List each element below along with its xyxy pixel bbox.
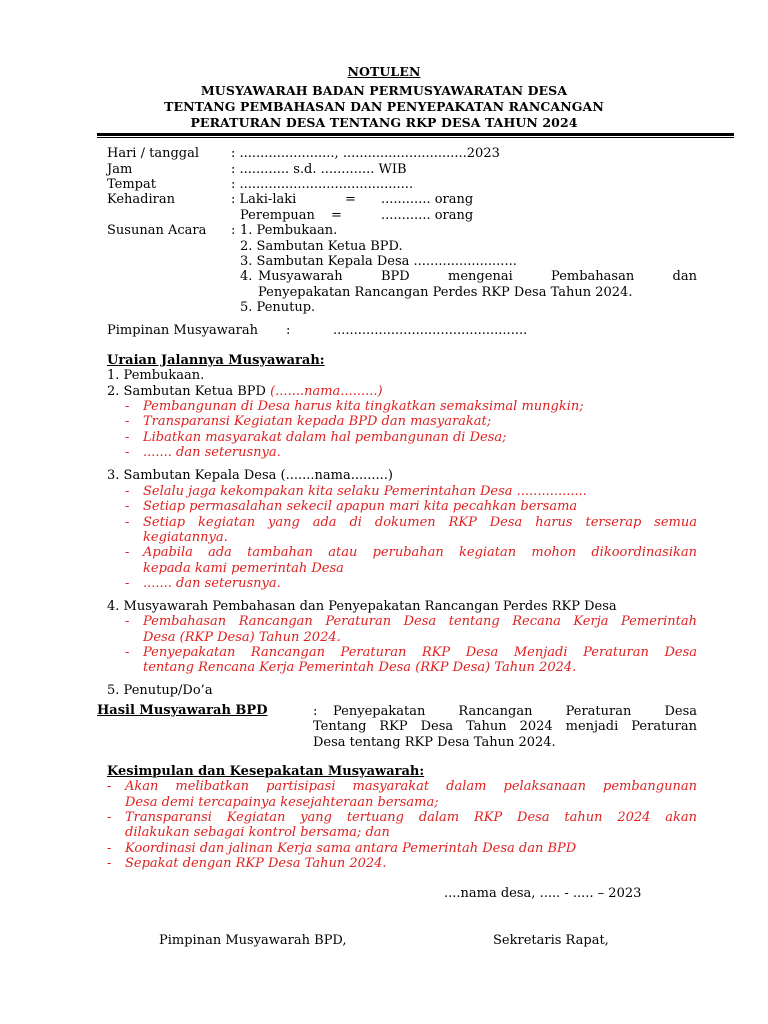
document-title: NOTULEN (347, 64, 421, 79)
agenda-item-2: 2. Sambutan Ketua BPD. (240, 239, 403, 254)
header-divider (97, 133, 734, 136)
place-date: ....nama desa, ..... - ..... – 2023 (444, 886, 642, 901)
kesimpulan-point-1-line-1: Akan melibatkan partisipasi masyarakat dalam pelaksanaan pembangunan (125, 779, 697, 794)
hasil-line-2: Tentang RKP Desa Tahun 2024 menjadi Peraturan (313, 719, 697, 734)
agenda-item-4-line-2: Penyepakatan Rancangan Perdes RKP Desa Tahun 2024. (258, 285, 633, 300)
susunan-colon: : (231, 223, 236, 238)
perempuan-value: ............ orang (381, 208, 474, 223)
signature-right-label: Sekretaris Rapat, (493, 933, 609, 948)
hasil-line-1: Penyepakatan Rancangan Peraturan Desa (333, 704, 697, 719)
jam-value: : ............ s.d. ............. WIB (231, 162, 407, 177)
dash: - (125, 645, 130, 660)
pimpinan-label: Pimpinan Musyawarah (107, 323, 259, 338)
uraian-item-3-point-3-line-1: Setiap kegiatan yang ada di dokumen RKP Desa harus terserap semua (143, 515, 697, 530)
hasil-line-3: Desa tentang RKP Desa Tahun 2024. (313, 735, 556, 750)
uraian-item-3-point-5: ....... dan seterusnya. (143, 576, 281, 591)
dash: - (125, 430, 130, 445)
uraian-item-2-point-3: Libatkan masyarakat dalam hal pembangunan di Desa; (143, 430, 507, 445)
uraian-item-3-point-2: Setiap permasalahan sekecil apapun mari kita pecahkan bersama (143, 499, 578, 514)
dash: - (125, 614, 130, 629)
jam-label: Jam (107, 162, 133, 177)
perempuan-eq: = (331, 208, 342, 223)
uraian-item-4-point-2-line-1: Penyepakatan Rancangan Peraturan RKP Desa Menjadi Peraturan Desa (143, 645, 697, 660)
signature-left-label: Pimpinan Musyawarah BPD, (159, 933, 347, 948)
agenda-item-5: 5. Penutup. (240, 300, 316, 315)
uraian-item-3: 3. Sambutan Kepala Desa (.......nama.........) (107, 468, 393, 483)
hari-label: Hari / tanggal (107, 146, 200, 161)
uraian-item-4-point-1-line-1: Pembahasan Rancangan Peraturan Desa tentang Recana Kerja Pemerintah (143, 614, 697, 629)
kesimpulan-point-1-line-2: Desa demi tercapainya kesejahteraan bersama; (125, 795, 439, 810)
dash: - (107, 810, 112, 825)
agenda-item-4-num: 4. (240, 269, 253, 284)
uraian-item-3-point-1: Selalu jaga kekompakan kita selaku Pemerintahan Desa ................. (143, 484, 587, 499)
dash: - (125, 515, 130, 530)
laki-label: : Laki-laki (231, 192, 297, 207)
dash: - (125, 399, 130, 414)
uraian-item-1: 1. Pembukaan. (107, 368, 205, 383)
dash: - (107, 779, 112, 794)
uraian-item-5: 5. Penutup/Do’a (107, 683, 213, 698)
dash: - (125, 484, 130, 499)
dash: - (125, 545, 130, 560)
dash: - (125, 499, 130, 514)
uraian-item-4-point-2-line-2: tentang Rencana Kerja Pemerintah Desa (RKP Desa) Tahun 2024. (143, 660, 577, 675)
uraian-item-2-point-4: ....... dan seterusnya. (143, 445, 281, 460)
dash: - (125, 414, 130, 429)
header-divider-thin (97, 137, 734, 138)
uraian-item-3-point-3-line-2: kegiatannya. (143, 530, 228, 545)
tempat-label: Tempat (107, 177, 156, 192)
header-line-2: TENTANG PEMBAHASAN DAN PENYEPAKATAN RANCANGAN (164, 99, 604, 114)
laki-eq: = (345, 192, 356, 207)
dash: - (107, 856, 112, 871)
agenda-item-4-line-1: Musyawarah BPD mengenai Pembahasan dan (258, 269, 697, 284)
kesimpulan-point-2-line-1: Transparansi Kegiatan yang tertuang dalam RKP Desa tahun 2024 akan (125, 810, 697, 825)
kesimpulan-point-2-line-2: dilakukan sebagai kontrol bersama; dan (125, 825, 390, 840)
dash: - (125, 576, 130, 591)
kesimpulan-point-4: Sepakat dengan RKP Desa Tahun 2024. (125, 856, 387, 871)
uraian-item-2-label: 2. Sambutan Ketua BPD (107, 384, 266, 399)
agenda-item-3: 3. Sambutan Kepala Desa ......................... (240, 254, 517, 269)
pimpinan-colon: : (286, 323, 291, 338)
tempat-value: : .......................................... (231, 177, 414, 192)
laki-value: ............ orang (381, 192, 474, 207)
uraian-heading: Uraian Jalannya Musyawarah: (107, 353, 325, 368)
uraian-item-4: 4. Musyawarah Pembahasan dan Penyepakatan Rancangan Perdes RKP Desa (107, 599, 617, 614)
hasil-label: Hasil Musyawarah BPD (97, 703, 268, 718)
dash: - (125, 445, 130, 460)
agenda-item-1: 1. Pembukaan. (240, 223, 338, 238)
kesimpulan-point-3: Koordinasi dan jalinan Kerja sama antara Pemerintah Desa dan BPD (125, 841, 577, 856)
dash: - (107, 841, 112, 856)
hari-value: : ......................., ..............................2023 (231, 146, 500, 161)
uraian-item-2 (107, 384, 383, 400)
header-line-1: MUSYAWARAH BADAN PERMUSYAWARATAN DESA (200, 83, 568, 98)
uraian-item-2-point-1: Pembangunan di Desa harus kita tingkatkan semaksimal mungkin; (143, 399, 584, 414)
uraian-item-4-point-1-line-2: Desa (RKP Desa) Tahun 2024. (143, 630, 341, 645)
susunan-label: Susunan Acara (107, 223, 207, 238)
uraian-item-2-name: (.......nama.........) (270, 384, 383, 399)
pimpinan-value: ............................................... (333, 323, 528, 338)
uraian-item-2-point-2: Transparansi Kegiatan kepada BPD dan masyarakat; (143, 414, 492, 429)
kehadiran-label: Kehadiran (107, 192, 175, 207)
uraian-item-3-point-4-line-1: Apabila ada tambahan atau perubahan kegiatan mohon dikoordinasikan (143, 545, 697, 560)
perempuan-label: Perempuan (240, 208, 315, 223)
hasil-colon: : (313, 704, 318, 719)
header-line-3: PERATURAN DESA TENTANG RKP DESA TAHUN 2024 (190, 115, 578, 130)
kesimpulan-heading: Kesimpulan dan Kesepakatan Musyawarah: (107, 764, 425, 779)
uraian-item-3-point-4-line-2: kepada kami pemerintah Desa (143, 561, 344, 576)
